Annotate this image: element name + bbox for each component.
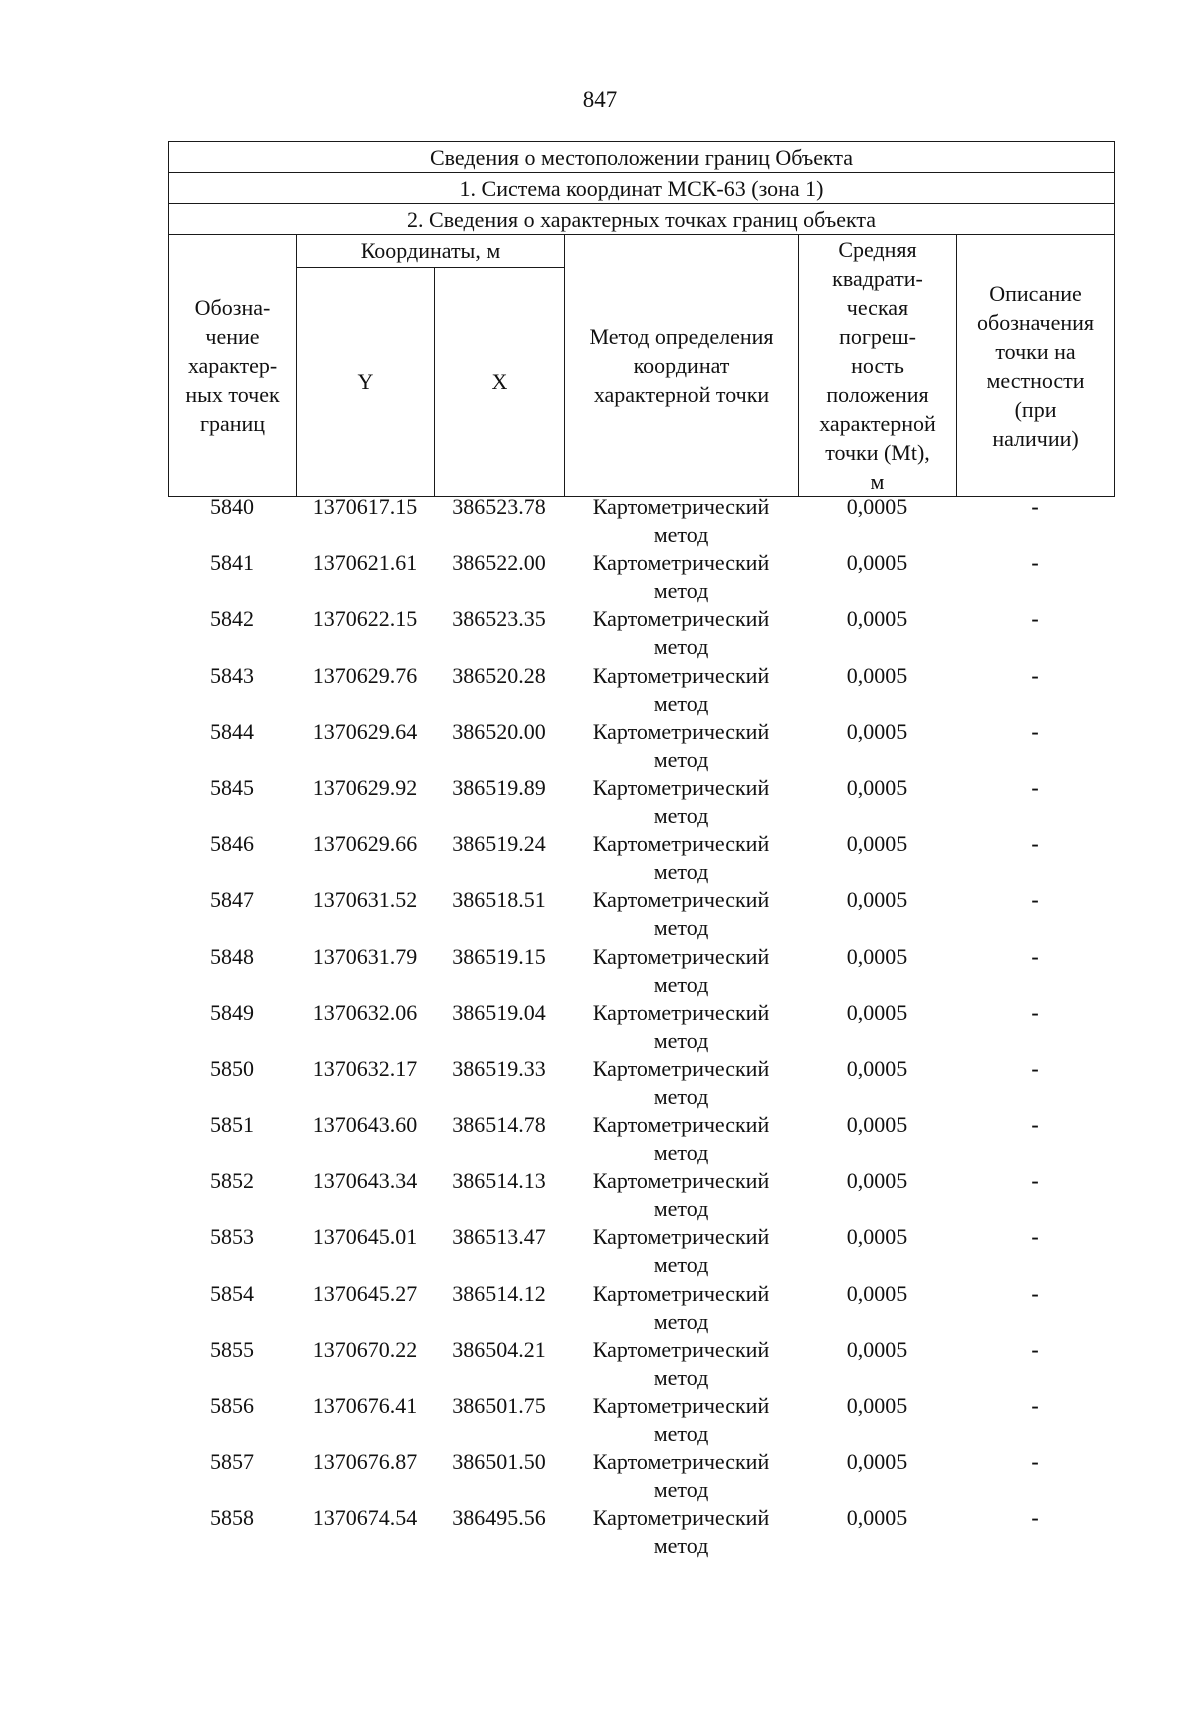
method-line: Картометрический: [592, 1505, 770, 1531]
coordinate-x: 386501.50: [452, 1449, 546, 1475]
point-number: 5843: [210, 662, 254, 688]
method-line: Картометрический: [592, 1168, 770, 1194]
mean-square-error: 0,0005: [846, 606, 908, 632]
coordinate-y: 1370632.06: [312, 999, 418, 1025]
table-row: [168, 999, 1114, 1055]
point-number: 5847: [210, 887, 254, 913]
determination-method: [564, 1167, 798, 1223]
mean-square-error: 0,0005: [846, 831, 908, 857]
coordinate-y: 1370676.87: [312, 1449, 418, 1475]
table-row: [168, 1167, 1114, 1223]
method-line: Картометрический: [592, 1280, 770, 1306]
coordinate-y: 1370629.76: [312, 662, 418, 688]
coordinate-y: 1370631.79: [312, 943, 418, 969]
point-description: -: [1031, 831, 1039, 857]
col-header-description: Описание обозначения точки на местности (при наличии): [957, 235, 1115, 497]
mean-square-error: 0,0005: [846, 774, 908, 800]
point-description: -: [1031, 1168, 1039, 1194]
table-row: [168, 1448, 1114, 1504]
coordinate-x: 386522.00: [452, 550, 546, 576]
method-line: метод: [653, 1140, 709, 1166]
determination-method: [564, 1055, 798, 1111]
coordinate-y: 1370632.17: [312, 1055, 418, 1081]
determination-method: [564, 999, 798, 1055]
point-description: -: [1031, 550, 1039, 576]
point-number: 5841: [210, 550, 254, 576]
mean-square-error: 0,0005: [846, 1055, 908, 1081]
method-line: метод: [653, 1477, 709, 1503]
mean-square-error: 0,0005: [846, 1393, 908, 1418]
method-line: метод: [653, 690, 709, 716]
mean-square-error: 0,0005: [846, 1280, 908, 1306]
coordinate-x: 386495.56: [452, 1505, 546, 1531]
point-number: 5853: [210, 1224, 254, 1250]
point-description: -: [1031, 1393, 1039, 1418]
method-line: метод: [653, 1196, 709, 1222]
method-line: Картометрический: [592, 943, 770, 969]
mean-square-error: 0,0005: [846, 1505, 908, 1531]
mean-square-error: 0,0005: [846, 550, 908, 576]
coordinate-x: 386520.00: [452, 718, 546, 744]
coordinate-system: 1. Система координат МСК-63 (зона 1): [169, 173, 1115, 204]
coordinate-y: 1370643.34: [312, 1168, 418, 1194]
determination-method: [564, 1280, 798, 1336]
method-line: Картометрический: [592, 606, 770, 632]
point-number: 5844: [210, 718, 254, 744]
method-line: метод: [653, 522, 709, 547]
method-line: Картометрический: [592, 1449, 770, 1475]
coordinate-y: 1370631.52: [312, 887, 418, 913]
method-line: Картометрический: [592, 1055, 770, 1081]
table-row: [168, 1111, 1114, 1167]
coordinate-x: 386519.15: [452, 943, 546, 969]
point-number: 5858: [210, 1505, 254, 1531]
coordinate-y: 1370629.92: [312, 774, 418, 800]
coordinate-y: 1370645.01: [312, 1224, 418, 1250]
coordinate-x: 386501.75: [452, 1393, 546, 1418]
table-row: [168, 774, 1114, 830]
mean-square-error: 0,0005: [846, 943, 908, 969]
point-description: -: [1031, 606, 1039, 632]
table-title: Сведения о местоположении границ Объекта: [169, 142, 1115, 173]
determination-method: [564, 1392, 798, 1448]
col-header-error: Средняя квадрати- ческая погреш- ность положения характерной точки (Mt), м: [799, 235, 957, 497]
determination-method: [564, 718, 798, 774]
determination-method: [564, 774, 798, 830]
mean-square-error: 0,0005: [846, 887, 908, 913]
point-description: -: [1031, 1336, 1039, 1362]
point-description: -: [1031, 1055, 1039, 1081]
table-row: [168, 1280, 1114, 1336]
point-number: 5855: [210, 1336, 254, 1362]
method-line: метод: [653, 859, 709, 885]
point-number: 5850: [210, 1055, 254, 1081]
coordinate-y: 1370674.54: [312, 1505, 418, 1531]
method-line: метод: [653, 1027, 709, 1053]
mean-square-error: 0,0005: [846, 1224, 908, 1250]
determination-method: [564, 830, 798, 886]
col-header-method: Метод определения координат характерной точки: [565, 235, 799, 497]
mean-square-error: 0,0005: [846, 662, 908, 688]
method-line: Картометрический: [592, 774, 770, 800]
method-line: Картометрический: [592, 550, 770, 576]
coordinate-x: 386519.24: [452, 831, 546, 857]
point-description: -: [1031, 774, 1039, 800]
point-description: -: [1031, 1112, 1039, 1138]
point-number: 5849: [210, 999, 254, 1025]
method-line: метод: [653, 1083, 709, 1109]
determination-method: [564, 1111, 798, 1167]
determination-method: [564, 493, 798, 549]
point-number: 5854: [210, 1280, 254, 1306]
table-row: [168, 1392, 1114, 1448]
point-description: -: [1031, 718, 1039, 744]
col-header-y: Y: [297, 267, 435, 496]
determination-method: [564, 662, 798, 718]
method-line: Картометрический: [592, 1224, 770, 1250]
table-row: [168, 718, 1114, 774]
coordinate-y: 1370643.60: [312, 1112, 418, 1138]
method-line: Картометрический: [592, 887, 770, 913]
coordinate-y: 1370645.27: [312, 1280, 418, 1306]
mean-square-error: 0,0005: [846, 494, 908, 519]
coordinate-x: 386520.28: [452, 662, 546, 688]
point-number: 5856: [210, 1393, 254, 1418]
coordinate-x: 386523.35: [452, 606, 546, 632]
table-row: [168, 1504, 1114, 1560]
table-row: [168, 1223, 1114, 1279]
coordinate-x: 386519.33: [452, 1055, 546, 1081]
point-description: -: [1031, 999, 1039, 1025]
coordinate-x: 386514.13: [452, 1168, 546, 1194]
page-number: 847: [582, 87, 618, 112]
method-line: Картометрический: [592, 718, 770, 744]
method-line: метод: [653, 1308, 709, 1334]
boundary-header-table: [168, 141, 1115, 497]
point-number: 5852: [210, 1168, 254, 1194]
method-line: метод: [653, 915, 709, 941]
coordinate-x: 386504.21: [452, 1336, 546, 1362]
point-number: 5851: [210, 1112, 254, 1138]
method-line: метод: [653, 746, 709, 772]
point-description: -: [1031, 1280, 1039, 1306]
mean-square-error: 0,0005: [846, 999, 908, 1025]
coordinate-x: 386523.78: [452, 494, 546, 519]
method-line: Картометрический: [592, 1393, 770, 1418]
mean-square-error: 0,0005: [846, 1168, 908, 1194]
determination-method: [564, 1448, 798, 1504]
point-description: -: [1031, 943, 1039, 969]
method-line: метод: [653, 1252, 709, 1278]
col-header-designation: Обозна- чение характер- ных точек границ: [169, 235, 297, 497]
determination-method: [564, 886, 798, 942]
table-row: [168, 662, 1114, 718]
method-line: Картометрический: [592, 1112, 770, 1138]
method-line: Картометрический: [592, 1336, 770, 1362]
table-row: [168, 1055, 1114, 1111]
table-row: [168, 1336, 1114, 1392]
mean-square-error: 0,0005: [846, 1449, 908, 1475]
point-description: -: [1031, 1449, 1039, 1475]
table-row: [168, 943, 1114, 999]
point-number: 5846: [210, 831, 254, 857]
method-line: метод: [653, 1421, 709, 1446]
point-description: -: [1031, 887, 1039, 913]
coordinate-y: 1370617.15: [312, 494, 418, 519]
mean-square-error: 0,0005: [846, 1336, 908, 1362]
point-number: 5845: [210, 774, 254, 800]
point-number: 5840: [210, 494, 254, 519]
coordinate-y: 1370629.66: [312, 831, 418, 857]
method-line: Картометрический: [592, 662, 770, 688]
table-row: [168, 549, 1114, 605]
point-description: -: [1031, 494, 1039, 519]
coordinate-y: 1370629.64: [312, 718, 418, 744]
coordinate-y: 1370621.61: [312, 550, 418, 576]
method-line: метод: [653, 802, 709, 828]
method-line: Картометрический: [592, 494, 770, 519]
mean-square-error: 0,0005: [846, 718, 908, 744]
section-title: 2. Сведения о характерных точках границ объекта: [169, 204, 1115, 235]
table-row: [168, 493, 1114, 549]
method-line: метод: [653, 578, 709, 604]
method-line: Картометрический: [592, 831, 770, 857]
coordinate-x: 386514.12: [452, 1280, 546, 1306]
points-list: [168, 493, 1114, 1561]
col-header-x: X: [435, 267, 565, 496]
determination-method: [564, 1336, 798, 1392]
method-line: Картометрический: [592, 999, 770, 1025]
point-number: 5842: [210, 606, 254, 632]
method-line: метод: [653, 971, 709, 997]
point-number: 5857: [210, 1449, 254, 1475]
determination-method: [564, 549, 798, 605]
determination-method: [564, 1504, 798, 1560]
determination-method: [564, 1223, 798, 1279]
table-row: [168, 886, 1114, 942]
coordinate-x: 386518.51: [452, 887, 546, 913]
point-description: -: [1031, 1224, 1039, 1250]
col-header-coordinates: Координаты, м: [297, 235, 565, 268]
point-number: 5848: [210, 943, 254, 969]
point-description: -: [1031, 1505, 1039, 1531]
table-row: [168, 830, 1114, 886]
method-line: метод: [653, 1364, 709, 1390]
method-line: метод: [653, 1533, 709, 1559]
coordinate-x: 386514.78: [452, 1112, 546, 1138]
coordinate-x: 386513.47: [452, 1224, 546, 1250]
coordinate-y: 1370622.15: [312, 606, 418, 632]
mean-square-error: 0,0005: [846, 1112, 908, 1138]
coordinate-y: 1370670.22: [312, 1336, 418, 1362]
method-line: метод: [653, 634, 709, 660]
determination-method: [564, 605, 798, 661]
coordinate-x: 386519.04: [452, 999, 546, 1025]
point-description: -: [1031, 662, 1039, 688]
coordinate-x: 386519.89: [452, 774, 546, 800]
determination-method: [564, 943, 798, 999]
coordinate-y: 1370676.41: [312, 1393, 418, 1418]
table-row: [168, 605, 1114, 661]
